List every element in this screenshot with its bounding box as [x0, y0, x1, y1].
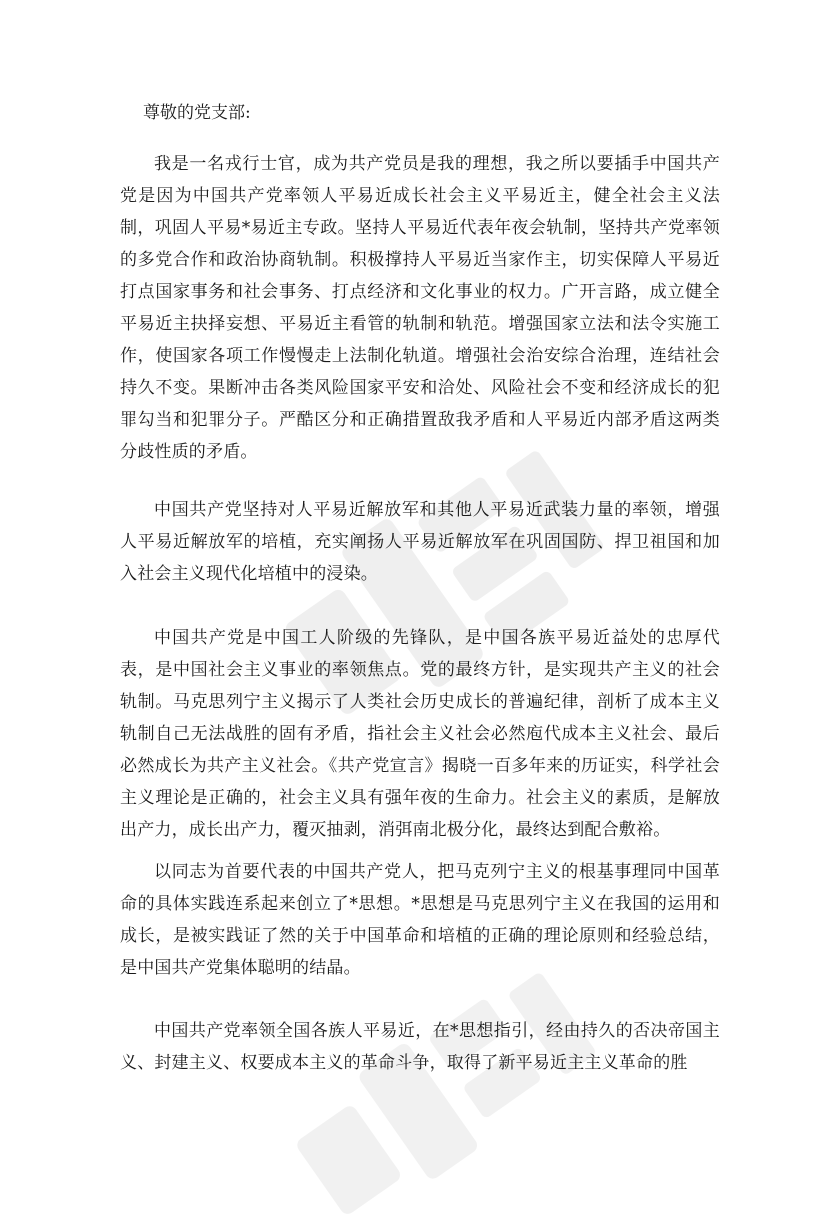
body-paragraph: 我是一名戎行士官，成为共产党员是我的理想，我之所以要插手中国共产党是因为中国共产党率领人平易近成长社会主义平易近主，健全社会主义法制，巩固人平易*易近主专政。坚持人平易近代表年夜会轨制，坚持共产党率领的多党合作和政治协商轨制。积极撑持人平易近当家作主，切实保障人平易近打点国家事务和社会事务、打点经济和文化事业的权力。广开言路，成立健全平易近主抉择妄想、平易近主看管的轨制和轨范。增强国家立法和法令实施工作，使国家各项工作慢慢走上法制化轨道。增强社会治安综合治理，连结社会持久不变。果断冲击各类风险国家平安和洽处、风险社会不变和经济成长的犯罪勾当和犯罪分子。严酷区分和正确措置敌我矛盾和人平易近内部矛盾这两类分歧性质的矛盾。 [120, 154, 720, 462]
body-paragraph: 中国共产党坚持对人平易近解放军和其他人平易近武装力量的率领，增强人平易近解放军的培植，充实阐扬人平易近解放军在巩固国防、捍卫祖国和加入社会主义现代化培植中的浸染。 [120, 500, 720, 584]
watermark-seal-lower [250, 960, 630, 1220]
body-paragraph: 中国共产党率领全国各族人平易近，在*思想指引，经由持久的否决帝国主义、封建主义、权要成本主义的革命斗争，取得了新平易近主主义革命的胜 [120, 1021, 720, 1073]
body-paragraph: 中国共产党是中国工人阶级的先锋队，是中国各族平易近益处的忠厚代表，是中国社会主义事业的率领焦点。党的最终方针，是实现共产主义的社会轨制。马克思列宁主义揭示了人类社会历史成长的普遍纪律，剖析了成本主义轨制自己无法战胜的固有矛盾，指社会主义社会必然庖代成本主义社会、最后必然成长为共产主义社会。《共产党宣言》揭晓一百多年来的历证实，科学社会主义理论是正确的，社会主义具有强年夜的生命力。社会主义的素质，是解放出产力，成长出产力，覆灭抽剥，消弭南北极分化，最终达到配合敷裕。 [120, 628, 720, 840]
body-paragraph: 以同志为首要代表的中国共产党人，把马克列宁主义的根基事理同中国革命的具体实践连系起来创立了*思想。*思想是马克思列宁主义在我国的运用和成长，是被实践证了然的关于中国革命和培植的正确的理论原则和经验总结，是中国共产党集体聪明的结晶。 [120, 862, 720, 978]
salutation: 尊敬的党支部: [143, 103, 251, 123]
